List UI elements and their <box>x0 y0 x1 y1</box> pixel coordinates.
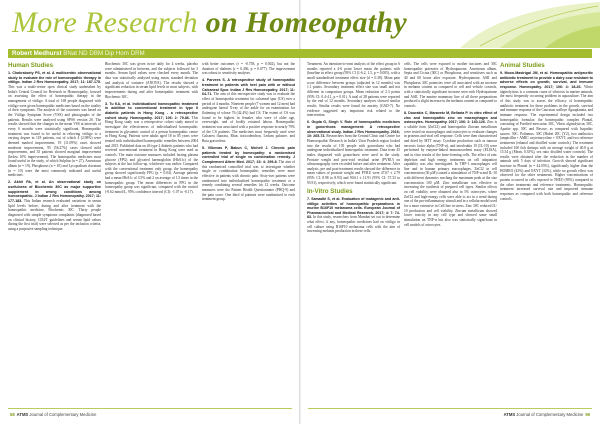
author-credentials: BNat ND DBM Dip Hom DRM <box>61 50 145 57</box>
study-reference: 2. Akhil Rk, et al. An observational study on usefulness of Biochemic 30C as major supportive supplement in wrong conditions among homoeopathic. J Indian J Res Homoeopathy. 2017; 11: 177-183. <box>8 180 101 204</box>
study-entry <box>202 78 295 143</box>
study-entry <box>8 71 101 178</box>
footer-rule-right <box>308 408 592 409</box>
text-column-6 <box>500 62 593 406</box>
study-reference: 5. Vilkevas P, Bakun C, Nichell J. Chronic pain patients treated by homeopathy: a randomised controlled trial of single vs combination remedy. J Complement Altern Med. 2017; 23: 4: 299-8. <box>202 145 295 164</box>
study-entry <box>404 111 497 227</box>
study-body: This Hong Kong study was a retrospective cohort study aimed to investigate the effectiveness of individualised homeopathic treatment in glycaemic control of a person homeopathic centre in Hong Kong. Patients were adults aged 18 to 85 years were treated with individualised homeopathic remedies between 2004 and 2015. Published data on 46 type 2 diabetic patients who had received conventional treatment in Hong Kong were used as controls. The main outcome measures included fasting plasma glucose (FPG) and glycated haemoglobin (HbA1c) of the subjects at the last follow-up, whichever was earlier. Compared with the conventional treatment only group, the homeopathy group showed significantly FPG (p = 0.04). Average patients had a mean HbA1c of 3.5% and 2 on average of 1.5 times in the homeopathic group. The mean differences in FPG in the homeopathy group was significant, compared with the control (-0.62 mmol/L, 95% confidence interval (CI): -1.07 to -0.17). <box>105 115 198 195</box>
section-heading: In-Vitro Studies <box>307 187 353 195</box>
study-body: Researchers from the Central Clinic and Centre for Homoeopathic Research in India's Uttar Pradesh region looked into the results of 105 people with gonorrhoea who had undergone individualised homeopathic treatment. Data from 45 males diagnosed with gonorrhoea were used in the study. Prostate weight and post-void residual urine (PVRU) on ultrasonography were recorded before and after treatment. After analysis, pre and post-treatment results showed the difference in mean values of prostate weight and PVRU were 47.67 ± 2.79 (95% CI: 8.98 to 8.93) and 90.61 ± 11.91 (95% CI: 57.33 to 93.91), respectively, which were found statistically significant. <box>307 134 400 185</box>
footer-rule-left <box>8 408 292 409</box>
section-heading: Human Studies <box>8 62 54 69</box>
study-reference: 9. Moon-Mastrigal JM, et al. Homeopathic antipruritic antibiotic treatment to provide a dairy cow resistant to adverse effects on growth, survival, and immune response. Homeopathy. 2017; 106: 4: 18-26. <box>500 71 593 89</box>
article-title <box>12 6 407 40</box>
study-entry <box>307 120 400 185</box>
study-entry <box>202 146 295 202</box>
section-heading: Animal Studies <box>500 62 545 69</box>
study-reference: 4. Parvees S. A retrospective study of homeopathic treatment in patients with heel pain with or without Calcaneal Spur. Indian J Res Homoeopathy. 2017; 11: 64-71. <box>202 78 295 97</box>
page-number-right: 59 <box>585 412 590 417</box>
footer-right <box>504 410 592 420</box>
study-entry <box>307 62 400 118</box>
magazine-name-left: ATMS <box>16 412 29 417</box>
study-body: Zinc is a soluble form (ZnCl2) and homeopathic Zincum metallicum were tested on macrophages and osteocytes to evaluate changes in proteins and viral cell response. Cells were then characterised and dried by MTT assay. Cytokine production such as tumour necrosis factor alpha (TNF-α), and interleukin 10 (IL-10) were performed by enzyme-linked immunosorbent assay (ELISA), and in vitro results of the bone-forming cells. The effect of zinc depletion and high energy treatments on cell adaptation capability was also investigated. In THP-1 macrophages cell line and in human primary macrophages, ZnCl2 in cell concentration (30 μM) caused a stimulation of TNF-α and IL-10 with different dynamics reaching the maximum peak at the size concentration 100 μM. Zinc metallicum was effective in increasing the synthesis of prepared cell types. Similar effects on cell viability were obtained also in 5% osteocytes, where ZnCl2 and high-energy cells were able to act in a trend during one of the pro-inflammatory stimuli and in a cellular model used for a more extensive in Cell line in stress. Zinc 30C reduced IL-10 production and cell viability. Zincum metallicum showed lower toxicity in any cell type and showed some small stimulation on TNF-α but also was statistically significant in cell models of osteocytes. <box>404 120 497 227</box>
issue-label-right: Journal of Complementary Medicine <box>515 412 584 417</box>
study-body: This was a multi-centre open clinical study undertaken by India's Central Council for Research in Homoeopathy, focused on assessing the effect of homeopathic therapy in the management of vitiligo. A total of 169 people diagnosed with vitiligo were given homeopathic medicines based on the totality of their symptoms. The analysis of the outcomes was based on the Vitiligo Symptom Score (VSS) and photographs of the patients. Results were analysed using SPSS version 20. The results showed that the changes in the mean VSS at intervals of every 6 months were statistically significant. Homeopathic treatment was found to be useful in relieving vitiligo to a varying degree in 118 patients, out of which 4 (2.98%) were deemed marked improvement, 19 (11.09%) cases showed moderate improvement, 95 (56.27%) cases showed mild improvement, and 35 patients showed marginal improvement (below 10% improvement). The homeopathic medicines most found useful in the study, of which Sulphur (n = 27), Arsenicum album (n = 19), Phosphorus (n = 10) and Lycopodium clavatum (n = 10) were the most commonly indicated and useful medicines. <box>8 84 101 178</box>
study-body: This Indian research evaluated variations in serum lipid levels before, during and after treatment with the homeopathic medicine, Biochemic 30C. Thirty people diagnosed with simple symptoms complaints (diagnosed based on clinical history, CD4/T guidelines and serum lipid values during the first trial) were selected as per the inclusion criteria, using a purposive sampling technique. <box>8 199 101 232</box>
study-body: In this study, researchers from Mumbai set out to determine what effect, if any, homeopathic medicines had on vitiligo in cell culture using B16F10 melanoma cells with the aim of increasing melanin production in these cells. <box>307 215 400 234</box>
study-reference: 8. Dourakis C, Maravetz M, Bellaria P. In vitro effect of zinc and homeopathic zinc on macrophages and osteocytes. Homeopathy. 2017; 106: 2: 140-126. <box>404 110 497 125</box>
title-part-b: on Homeopathy <box>205 6 407 39</box>
author-name: Robert Medhurst <box>12 50 62 57</box>
study-body: Treatment. An intention-to-treat analysis of the effect group in 6 months reported a 4-6 point lower mean the patients with (baseline in effect group (95% CI (1-6.2, 1.5, p = 0.005), with a small standardised treatment effect size (d = 0.38). Mean pain score difference between groups (adjusted in 12 months) was 1.1 points. Secondary treatment effect size was small and not different in comparison groups. Mean reduction of 2.3 points (95% CI: 0.4-4.1, p = 0.01). A total of 28 patients were reported by the end of 12 months. Secondary analyses showed similar results. Similar results were found for anxiety (GAD-7). No evidence suggested any important risk related to the intervention. <box>307 62 400 118</box>
study-body: with better outcomes (r = -0.758, p = 0.002), but not the duration of diabetes (r = 0.456, p = 0.077). The improvement was robust to sensitivity analyses. <box>202 62 295 76</box>
study-body: The aim of this retrospective study was to evaluate the effect of homeopathic treatment for calcaneal spur (CS) over a period of 4 months. Nineteen people (7 women and 12 men) had undergone lateral X-ray of the ankle for an examination for flattening of whose 76 (42.4%) had CS. The extent of CS was found to be highest in females who were of older age, overweight, and of bodily retained labour. Homeopathic treatment was associated with a positive response in nearly 79% of the CS patients. The medicines most frequently used were Calcarea fluorata, Rhus toxicodendron, Ledum palustre, and Ruta graveolens. <box>202 92 295 143</box>
study-entry <box>105 102 198 195</box>
study-reference: 1. Chakraborty PS, et al. A multicentric observational study to evaluate the role of homoeopathic therapy in vitiligo. Indian J Res Homoeopathy. 2017; 11: 187-175. <box>8 71 101 85</box>
study-entry <box>307 197 400 234</box>
page-number-left: 58 <box>10 412 15 417</box>
study-entry <box>404 62 497 109</box>
text-column-3 <box>202 62 295 406</box>
text-column-5 <box>404 62 497 406</box>
magazine-name-right: ATMS <box>503 412 516 417</box>
title-part-a: More Research <box>12 6 206 39</box>
page-gutter <box>299 0 301 424</box>
study-entry <box>500 71 593 201</box>
study-reference: 7. Samadhi S, et al. Evaluation of mutagenic and anti-vitiligo activities of homeopathic preparations in murine B16F10 melanoma cells. European Journal of Pharmaceutical and Medical Research. 2017; 4: 7: 74-83. <box>307 196 400 220</box>
study-entry <box>8 180 101 231</box>
decorative-leaf-graphic <box>420 0 600 48</box>
study-body: cells. The cells were exposed to mother tinctures and 30C homeopathic potencies of Hydroquinone, Arsenicum album, Sepia and Cicuta (30C) or Phosphorus, and sensitisers such as 40 and 60 hours after exposure. Hydroquinone, ASII and Phosphorus 30C potencies were all associated with an increase in melanin content as compared to cell and vehicle controls, with a statistically significant increase seen with Hydroquinone and ASII. The murine mammary line of all these preparations produced a slight increase in the melanin content as compared to controls. <box>404 62 497 108</box>
study-body: Vibrio alginolyticus is a common cause of vibriosis in marine animals, the most frequently occurring problem in aquaculture. The aim of this study was to assess the efficacy of homeopathic antibiotic treatment for these problems in the growth, survival and immune response of the Caucasus walleye Aguaplanata, and immune response. The experimental design included two homeopathic formulas: the homeopathic complex Plantal, consisting of Purified mercurius 30C, Vibrio alginolyticus 30C, Apatite spp. 30C and Rescue, as compared with Isopathic sauces: 30C. Poliamus: 30C (Hubei 20C (Y2), two antibiotics (ampicillin + AMIC oxytetracycline + OXYT, and two reference treatments (ethanol and distilled water controls). The treatment included 160 fish shrimps with an average weight of 40.8 g at 15.54 g (Mean, 0.35%), sex ratio distilled water controls). The results were obtained after the reduction in the number of animals with 5 days of infection. Growth showed significant increase in Plantal (n = 44.05%), significantly higher than the HOMEO (43%) and OXYT (32%), while no growth effect was observed for the other treatments. Higher concentrations of protein occurred in cells exposed to THEO (93%) compared to the other treatments and reference treatments. Homeopathic treatment increased survival rate and improved immune responses as compared with both homeopathic and reference controls. <box>500 84 593 201</box>
study-body: The aim of this randomised controlled trial was to investigate whether single or combination homeopathic remedies were more effective in patients with chronic pain. Sixty-two patients were randomised into individualised homeopathic treatment or a remedy combining several remedies for 12 weeks. Outcome measures were the Patient Health Questionnaire (PHQ-9) and the pain score. One third of patients were randomised to each treatment group. <box>202 159 295 202</box>
author-byline <box>8 49 592 58</box>
footer-left <box>8 410 96 420</box>
study-reference: 6. Gupta G, Singh V. Role of homeopathic medicines in gonorrhoea management: A retrospective observational study. Indian J Res Homoeopathy. 2016; 10: 265-73. <box>307 120 400 139</box>
study-entry <box>105 62 198 99</box>
study-reference: 3. Tu KA, et al. Individualised homeopathic treatment in addition to conventional treatment in type II diabetic patients in Hong Kong - a retrospective cohort study. Homeopathy. 2017; 106: 2: 79-86. <box>105 101 198 120</box>
text-column-4 <box>307 62 400 406</box>
study-entry <box>202 62 295 76</box>
study-body: Biochemic 30C was given twice daily for 4 weeks, placebo were administered in between, and the subjects followed for 3 months. Serum lipid values were checked every month. The data was statistically analysed using mean, standard deviation and analysis of variance (ANOVA). The results showed a significant reduction in serum lipid levels in most subjects, with improvements during and after homeopathic treatment with Biochemic 30C. <box>105 62 198 99</box>
issue-label-left: Journal of Complementary Medicine <box>28 412 97 417</box>
text-column-2 <box>105 62 198 406</box>
text-column-1 <box>8 62 101 406</box>
